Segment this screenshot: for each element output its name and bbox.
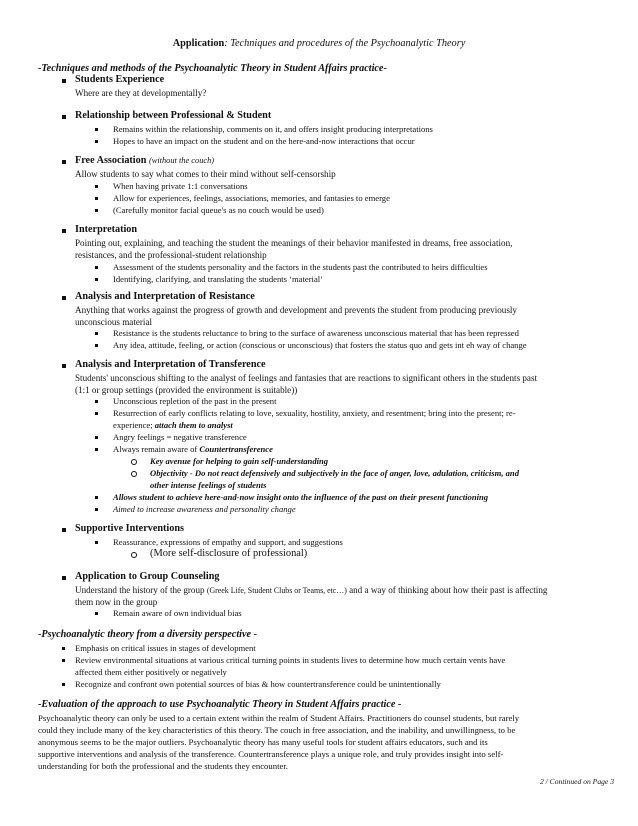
heading-supportive: Supportive Interventions bbox=[75, 523, 184, 534]
list-item: (Carefully monitor facial queue's as no couch would be used) bbox=[113, 205, 324, 215]
bullet-icon bbox=[62, 364, 66, 368]
bullet-icon bbox=[95, 332, 98, 335]
bullet-icon bbox=[62, 115, 66, 119]
evaluation-paragraph bbox=[38, 712, 614, 772]
transference-desc: (1:1 or group settings (provided the environment is suitable)) bbox=[75, 385, 298, 395]
sub-list-item: Objectivity - Do not react defensively and subjectively in the face of anger, love, adulation, criticism, and bbox=[150, 468, 519, 478]
list-item-continued: experience; attach them to analyst bbox=[113, 420, 233, 430]
section-heading-techniques: -Techniques and methods of the Psychoanalytic Theory in Student Affairs practice- bbox=[38, 63, 387, 74]
bullet-icon bbox=[62, 79, 66, 83]
paragraph-line: understanding for both the professional and the students they encounter. bbox=[38, 761, 288, 772]
list-item: When having private 1:1 conversations bbox=[113, 181, 248, 191]
list-item: Emphasis on critical issues in stages of development bbox=[75, 643, 256, 653]
list-item: Angry feelings = negative transference bbox=[113, 432, 247, 442]
list-item: Identifying, clarifying, and translating the students ‘material’ bbox=[113, 274, 324, 284]
bullet-icon bbox=[95, 541, 98, 544]
bullet-icon bbox=[62, 683, 65, 686]
circle-bullet-icon bbox=[131, 471, 137, 477]
heading-free-association: Free Association (without the couch) bbox=[75, 155, 215, 166]
section-heading-evaluation: -Evaluation of the approach to use Psychoanalytic Theory in Student Affairs practice - bbox=[38, 699, 402, 710]
list-item: Aimed to increase awareness and personality change bbox=[113, 504, 296, 514]
bullet-icon bbox=[95, 412, 98, 415]
bullet-icon bbox=[62, 528, 66, 532]
group-desc: them now in the group bbox=[75, 597, 158, 607]
list-item: Hopes to have an impact on the student and on the here-and-now interactions that occur bbox=[113, 136, 415, 146]
bullet-icon bbox=[62, 160, 66, 164]
list-item: Allows student to achieve here-and-now insight onto the influence of the past on their present functioning bbox=[113, 492, 489, 502]
heading-relationship: Relationship between Professional & Student bbox=[75, 110, 272, 121]
page-title: Application: Techniques and procedures of the Psychoanalytic Theory bbox=[172, 38, 466, 49]
circle-bullet-icon bbox=[131, 552, 137, 558]
bullet-icon bbox=[95, 128, 98, 131]
list-item: Any idea, attitude, feeling, or action (conscious or unconscious) that fosters the status quo and gets int eh way of change bbox=[113, 340, 527, 350]
list-item: Remains within the relationship, comments on it, and offers insight producing interpretations bbox=[113, 124, 433, 134]
bullet-icon bbox=[95, 508, 98, 511]
sub-list-item: (More self-disclosure of professional) bbox=[150, 548, 308, 559]
list-item: Review environmental situations at various critical turning points in students lives to determine how much certain vents have bbox=[75, 655, 506, 665]
section-heading-diversity: -Psychoanalytic theory from a diversity perspective - bbox=[38, 629, 257, 640]
bullet-icon bbox=[95, 140, 98, 143]
bullet-icon bbox=[95, 344, 98, 347]
interpretation-desc: Pointing out, explaining, and teaching the student the meanings of their behavior manifested in dreams, free association, bbox=[75, 238, 513, 248]
bullet-icon bbox=[95, 612, 98, 615]
heading-interpretation: Interpretation bbox=[75, 224, 138, 235]
bullet-icon bbox=[95, 400, 98, 403]
sub-list-item-continued: other intense feelings of students bbox=[150, 480, 267, 490]
list-item: Remain aware of own individual bias bbox=[113, 608, 242, 618]
resistance-desc: Anything that works against the progress of growth and development and prevents the student from producing previously bbox=[75, 305, 517, 315]
page-footer: 2 / Continued on Page 3 bbox=[539, 777, 614, 786]
bullet-icon bbox=[95, 197, 98, 200]
interpretation-desc: resistances, and the professional-student relationship bbox=[75, 250, 267, 260]
circle-bullet-icon bbox=[131, 459, 137, 465]
students-experience-desc: Where are they at developmentally? bbox=[75, 88, 207, 98]
bullet-icon bbox=[62, 296, 66, 300]
paragraph-line: supportive interventions and analysis of the transference. Countertransference plays a unique role, and truly provides insight into self- bbox=[38, 749, 504, 760]
list-item: Reassurance, expressions of empathy and support, and suggestions bbox=[113, 537, 343, 547]
bullet-icon bbox=[95, 448, 98, 451]
bullet-icon bbox=[95, 436, 98, 439]
heading-resistance: Analysis and Interpretation of Resistance bbox=[75, 291, 255, 302]
heading-students-experience: Students Experience bbox=[75, 74, 165, 85]
bullet-icon bbox=[62, 229, 66, 233]
paragraph-line: anonymous seems to be the major outliers. Psychoanalytic theory has many useful tools for student affairs educators, such and its bbox=[38, 737, 488, 748]
paragraph-line: Psychoanalytic theory can only be used to a certain extent within the realm of Student Affairs. Practitioners do counsel students, but rarely bbox=[38, 713, 520, 723]
bullet-icon bbox=[95, 278, 98, 281]
bullet-icon bbox=[95, 266, 98, 269]
list-item: Resistance is the students reluctance to bring to the surface of awareness unconscious material that has been repressed bbox=[113, 328, 519, 338]
free-association-desc: Allow students to say what comes to their mind without self-censorship bbox=[75, 169, 336, 179]
heading-group-counseling: Application to Group Counseling bbox=[75, 571, 220, 582]
bullet-icon bbox=[95, 185, 98, 188]
bullet-icon bbox=[62, 647, 65, 650]
free-association-note: (without the couch) bbox=[148, 156, 215, 165]
list-item-continued: affected them either positively or negatively bbox=[75, 667, 227, 677]
list-item: Always remain aware of Countertransference bbox=[113, 444, 273, 454]
paragraph-line: could they include many of the key characteristics of this theory. The couch in free association, and the inability, and unwillingness, to be bbox=[38, 725, 516, 736]
bullet-icon bbox=[62, 659, 65, 662]
transference-desc: Students' unconscious shifting to the analyst of feelings and fantasies that are reactions to significant others in the students past bbox=[75, 373, 538, 383]
bullet-icon bbox=[95, 496, 98, 499]
list-item: Assessment of the students personality and the factors in the students past the contributed to heirs difficulties bbox=[113, 262, 488, 272]
bullet-icon bbox=[62, 576, 66, 580]
list-item: Unconscious repletion of the past in the present bbox=[113, 396, 277, 406]
sub-list-item: Key avenue for helping to gain self-understanding bbox=[150, 456, 329, 466]
list-item: Allow for experiences, feelings, associations, memories, and fantasies to emerge bbox=[113, 193, 390, 203]
heading-transference: Analysis and Interpretation of Transference bbox=[75, 359, 266, 370]
list-item: Recognize and confront own potential sources of bias & how countertransference could be unintentionally bbox=[75, 679, 441, 689]
bullet-icon bbox=[95, 209, 98, 212]
resistance-desc: unconscious material bbox=[75, 317, 153, 327]
group-desc: Understand the history of the group (Greek Life, Student Clubs or Teams, etc…) and a way of thinking about how their past is affecting bbox=[75, 585, 548, 595]
list-item: Resurrection of early conflicts relating to love, sexuality, hostility, anxiety, and resentment; bring into the present; re- bbox=[113, 408, 516, 418]
